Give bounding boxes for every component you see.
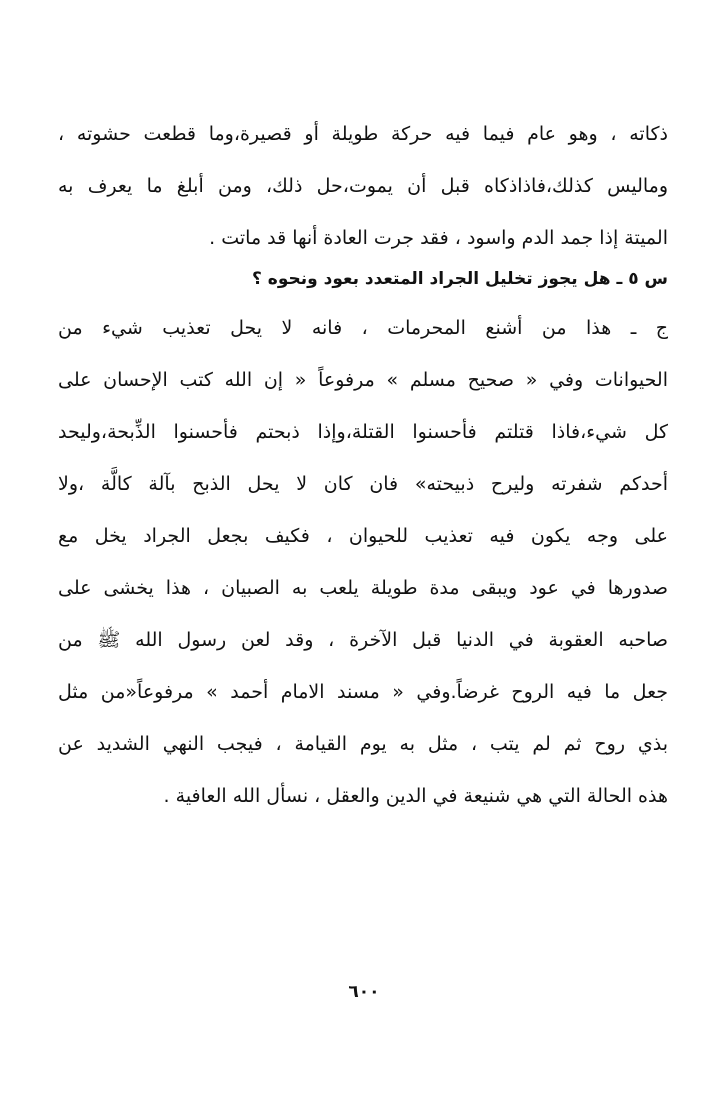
answer-line-10: هذه الحالة التي هي شنيعة في الدين والعقل ، نسأل الله العافية . [163, 785, 668, 807]
answer-line-8: جعل ما فيه الروح غرضاً.وفي « مسند الامام أحمد » مرفوعاً«من مثل [58, 681, 668, 703]
answer-line-3: كل شيء،فاذا قتلتم فأحسنوا القتلة،وإذا ذبحتم فأحسنوا الذِّبحة،وليحد [58, 421, 668, 443]
answer-line-1: ج ـ هذا من أشنع المحرمات ، فانه لا يحل تعذيب شيء من [58, 317, 668, 339]
answer-line-9: بذي روح ثم لم يتب ، مثل به يوم القيامة ، فيجب النهي الشديد عن [58, 733, 668, 755]
answer-line-4: أحدكم شفرته وليرح ذبيحته» فان كان لا يحل الذبح بآلة كالَّة ،ولا [58, 473, 668, 495]
text-line-1: ذكاته ، وهو عام فيما فيه حركة طويلة أو قصيرة،وما قطعت حشوته ، [58, 123, 668, 145]
answer-line-6: صدورها في عود ويبقى مدة طويلة يلعب به الصبيان ، هذا يخشى على [58, 577, 668, 599]
answer-line-2: الحيوانات وفي « صحيح مسلم » مرفوعاً « إن الله كتب الإحسان على [58, 369, 668, 391]
answer-line-7: صاحبه العقوبة في الدنيا قبل الآخرة ، وقد لعن رسول الله ﷺ من [58, 629, 668, 651]
question-heading: س ٥ ـ هل يجوز تخليل الجراد المتعدد بعود ونحوه ؟ [252, 269, 668, 289]
page-body [58, 108, 668, 822]
answer-line-5: على وجه يكون فيه تعذيب للحيوان ، فكيف بجعل الجراد يخل مع [58, 525, 668, 547]
text-line-3: الميتة إذا جمد الدم واسود ، فقد جرت العادة أنها قد ماتت . [209, 227, 668, 249]
text-line-2: وماليس كذلك،فاذاذكاه قبل أن يموت،حل ذلك، ومن أبلغ ما يعرف به [58, 175, 668, 197]
page-number: ٦٠٠ [348, 982, 380, 1002]
